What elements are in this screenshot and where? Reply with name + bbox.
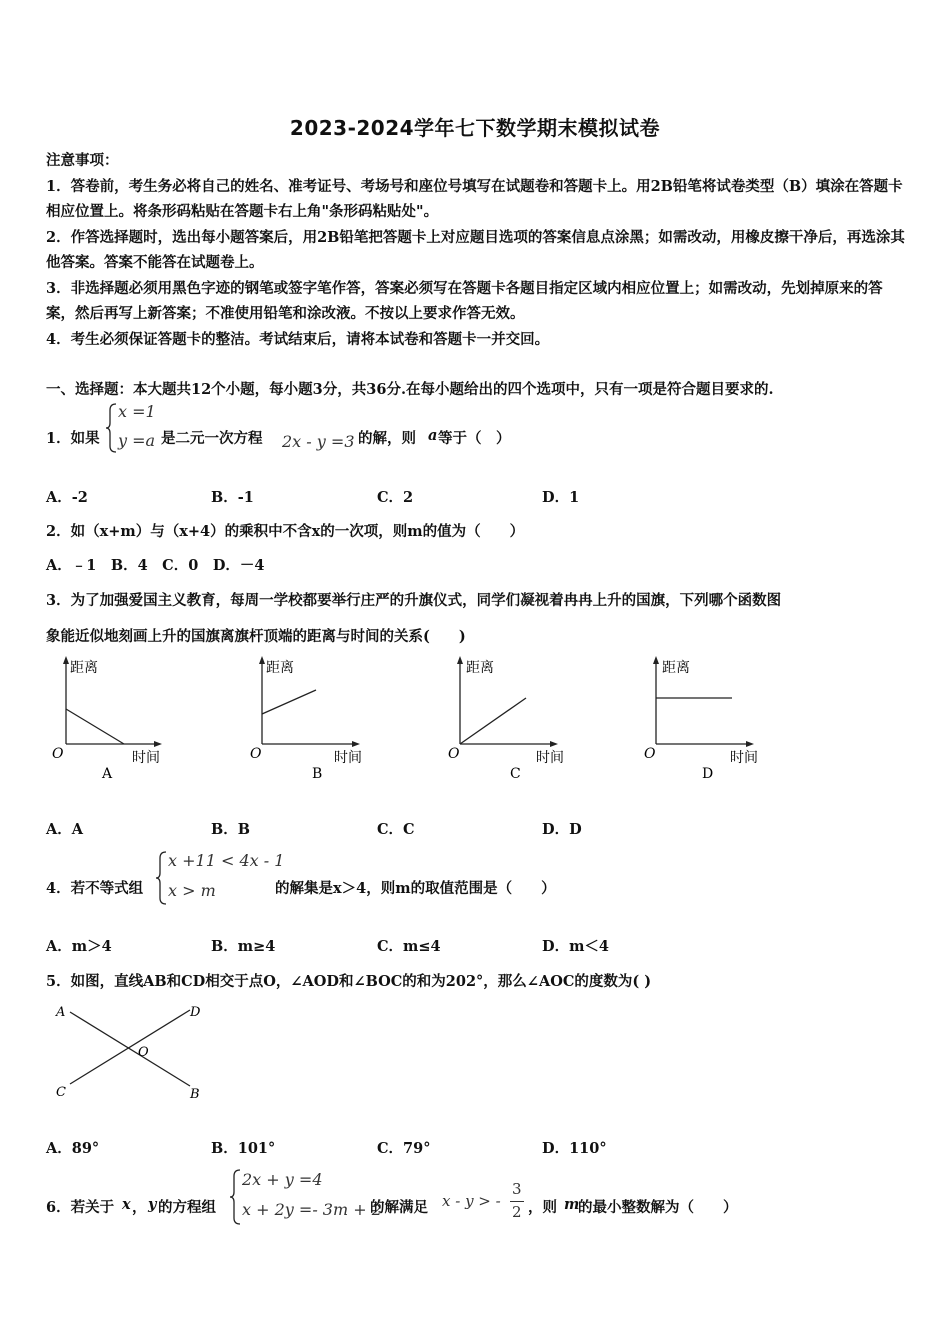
q3-option-b[interactable]: B．B: [211, 821, 251, 838]
page-title: 2023-2024学年七下数学期末模拟试卷: [289, 116, 661, 140]
graph-xlabel: 时间: [334, 750, 362, 766]
graph-origin: O: [52, 746, 64, 762]
graph-ylabel: 距离: [70, 660, 98, 676]
q4-brace-icon: [154, 850, 168, 906]
q1-option-c[interactable]: C．2: [377, 489, 414, 506]
q6-inequality: x - y > -: [442, 1192, 501, 1210]
q6-var-x: x: [122, 1196, 131, 1213]
graph-label-a: A: [102, 766, 113, 782]
q1-option-d[interactable]: D．1: [542, 489, 580, 506]
notice-item: 2．作答选择题时，选出每小题答案后，用2B铅笔把答题卡上对应题目选项的答案信息点涂黑；如需改动，用橡皮擦干净后，再选涂其他答案。答案不能答在试题卷上。: [46, 228, 905, 271]
q3-text-line1: 3．为了加强爱国主义教育，每周一学校都要举行庄严的升旗仪式，同学们凝视着冉冉上升的国旗，下列哪个函数图: [46, 592, 782, 609]
notice-item: 4．考生必须保证答题卡的整洁。考试结束后，请将本试卷和答题卡一并交回。: [46, 330, 550, 348]
point-a-label: A: [56, 1005, 66, 1020]
q3-option-d[interactable]: D．D: [542, 821, 582, 838]
notice-heading: 注意事项：: [46, 152, 119, 169]
q1-tail-text: 的解，则: [358, 430, 416, 447]
notice-item: 1．答卷前，考生务必将自己的姓名、准考证号、考场号和座位号填写在试题卷和答题卡上。用2B铅笔将试卷类型（B）填涂在答题卡相应位置上。将条形码粘贴在答题卡右上角"条形码粘贴处"。: [46, 177, 903, 220]
q3-graph-a: [44, 652, 174, 784]
q2-text: 2．如（x+m）与（x+4）的乘积中不含x的一次项，则m的值为（ ）: [46, 523, 525, 540]
point-o-label: O: [138, 1045, 149, 1060]
q6-frac-numerator: 3: [512, 1180, 522, 1198]
q1-var: a: [428, 427, 438, 444]
q5-option-a[interactable]: A．89°: [46, 1140, 100, 1157]
q5-text: 5．如图，直线AB和CD相交于点O，∠AOD和∠BOC的和为202°，那么∠AOC的度数为( ): [46, 973, 652, 990]
q6-var-y: y: [148, 1196, 157, 1213]
graph-ylabel: 距离: [466, 660, 494, 676]
q6-tail-text1: 的解满足: [370, 1199, 428, 1216]
q5-option-d[interactable]: D．110°: [542, 1140, 607, 1157]
graph-xlabel: 时间: [536, 750, 564, 766]
q6-number: 6．若关于: [46, 1199, 115, 1216]
point-b-label: B: [190, 1087, 200, 1102]
q4-option-b[interactable]: B．m≥4: [211, 938, 276, 955]
q4-system-ineq2: x > m: [168, 881, 216, 900]
graph-xlabel: 时间: [730, 750, 758, 766]
q1-option-a[interactable]: A．-2: [46, 489, 88, 506]
point-c-label: C: [56, 1085, 66, 1100]
graph-ylabel: 距离: [266, 660, 294, 676]
q5-option-c[interactable]: C．79°: [377, 1140, 431, 1157]
q3-graph-d: [636, 652, 766, 784]
graph-origin: O: [250, 746, 262, 762]
q6-tail-text2: ，则: [528, 1199, 557, 1216]
graph-origin: O: [644, 746, 656, 762]
q3-graph-b: [242, 652, 372, 784]
q4-option-c[interactable]: C．m≤4: [377, 938, 441, 955]
q1-tail-text2: 等于（ ）: [438, 430, 511, 447]
graph-xlabel: 时间: [132, 750, 160, 766]
graph-label-d: D: [702, 766, 714, 782]
q1-system-eq2: y =a: [118, 431, 156, 450]
notice-item: 3．非选择题必须用黑色字迹的钢笔或签字笔作答，答案必须写在答题卡各题目指定区域内相应位置上；如需改动，先划掉原来的答案，然后再写上新答案；不准使用铅笔和涂改液。不按以上要求作答无效。: [46, 279, 883, 322]
q1-option-b[interactable]: B．-1: [211, 489, 254, 506]
q6-frac-denominator: 2: [512, 1203, 522, 1221]
q1-number: 1．如果: [46, 430, 100, 447]
line-ab: [70, 1012, 190, 1086]
q3-graph-c: [440, 652, 570, 784]
q5-option-b[interactable]: B．101°: [211, 1140, 276, 1157]
q4-tail-text: 的解集是x＞4，则m的取值范围是（ ）: [275, 880, 556, 897]
q6-system-eq1: 2x + y =4: [242, 1170, 323, 1189]
q3-text-line2: 象能近似地刻画上升的国旗离旗杆顶端的距离与时间的关系( ): [46, 628, 466, 645]
q4-number: 4．若不等式组: [46, 880, 144, 897]
q1-system-eq1: x =1: [118, 402, 156, 421]
q5-figure-crossing-lines: [50, 998, 220, 1108]
q1-mid-text: 是二元一次方程: [161, 430, 263, 447]
q6-comma: ，: [132, 1199, 147, 1216]
q3-option-a[interactable]: A．A: [46, 821, 84, 838]
q4-option-a[interactable]: A．m＞4: [46, 938, 112, 955]
notice-block: [46, 148, 906, 352]
q6-tail-text3: 的最小整数解为（ ）: [578, 1199, 738, 1216]
q1-equation: 2x - y =3: [282, 432, 355, 451]
graph-ylabel: 距离: [662, 660, 690, 676]
q6-mid-text: 的方程组: [158, 1199, 216, 1216]
q1-brace-icon: [104, 402, 118, 454]
q4-system-ineq1: x +11 < 4x - 1: [168, 851, 285, 870]
line-cd: [70, 1010, 190, 1084]
graph-label-b: B: [312, 766, 323, 782]
graph-label-c: C: [510, 766, 521, 782]
section-heading: 一、选择题：本大题共12个小题，每小题3分，共36分.在每小题给出的四个选项中，只有一项是符合题目要求的.: [46, 381, 774, 398]
point-d-label: D: [190, 1005, 201, 1020]
q3-option-c[interactable]: C．C: [377, 821, 415, 838]
graph-origin: O: [448, 746, 460, 762]
q2-options[interactable]: A．﹣1 B．4 C．0 D．－4: [46, 557, 265, 574]
q4-option-d[interactable]: D．m＜4: [542, 938, 610, 955]
q6-fraction-bar: [510, 1201, 524, 1202]
q6-brace-icon: [228, 1168, 242, 1226]
q6-var-m: m: [564, 1196, 580, 1213]
q6-system-eq2: x + 2y =- 3m + 2: [242, 1200, 382, 1219]
